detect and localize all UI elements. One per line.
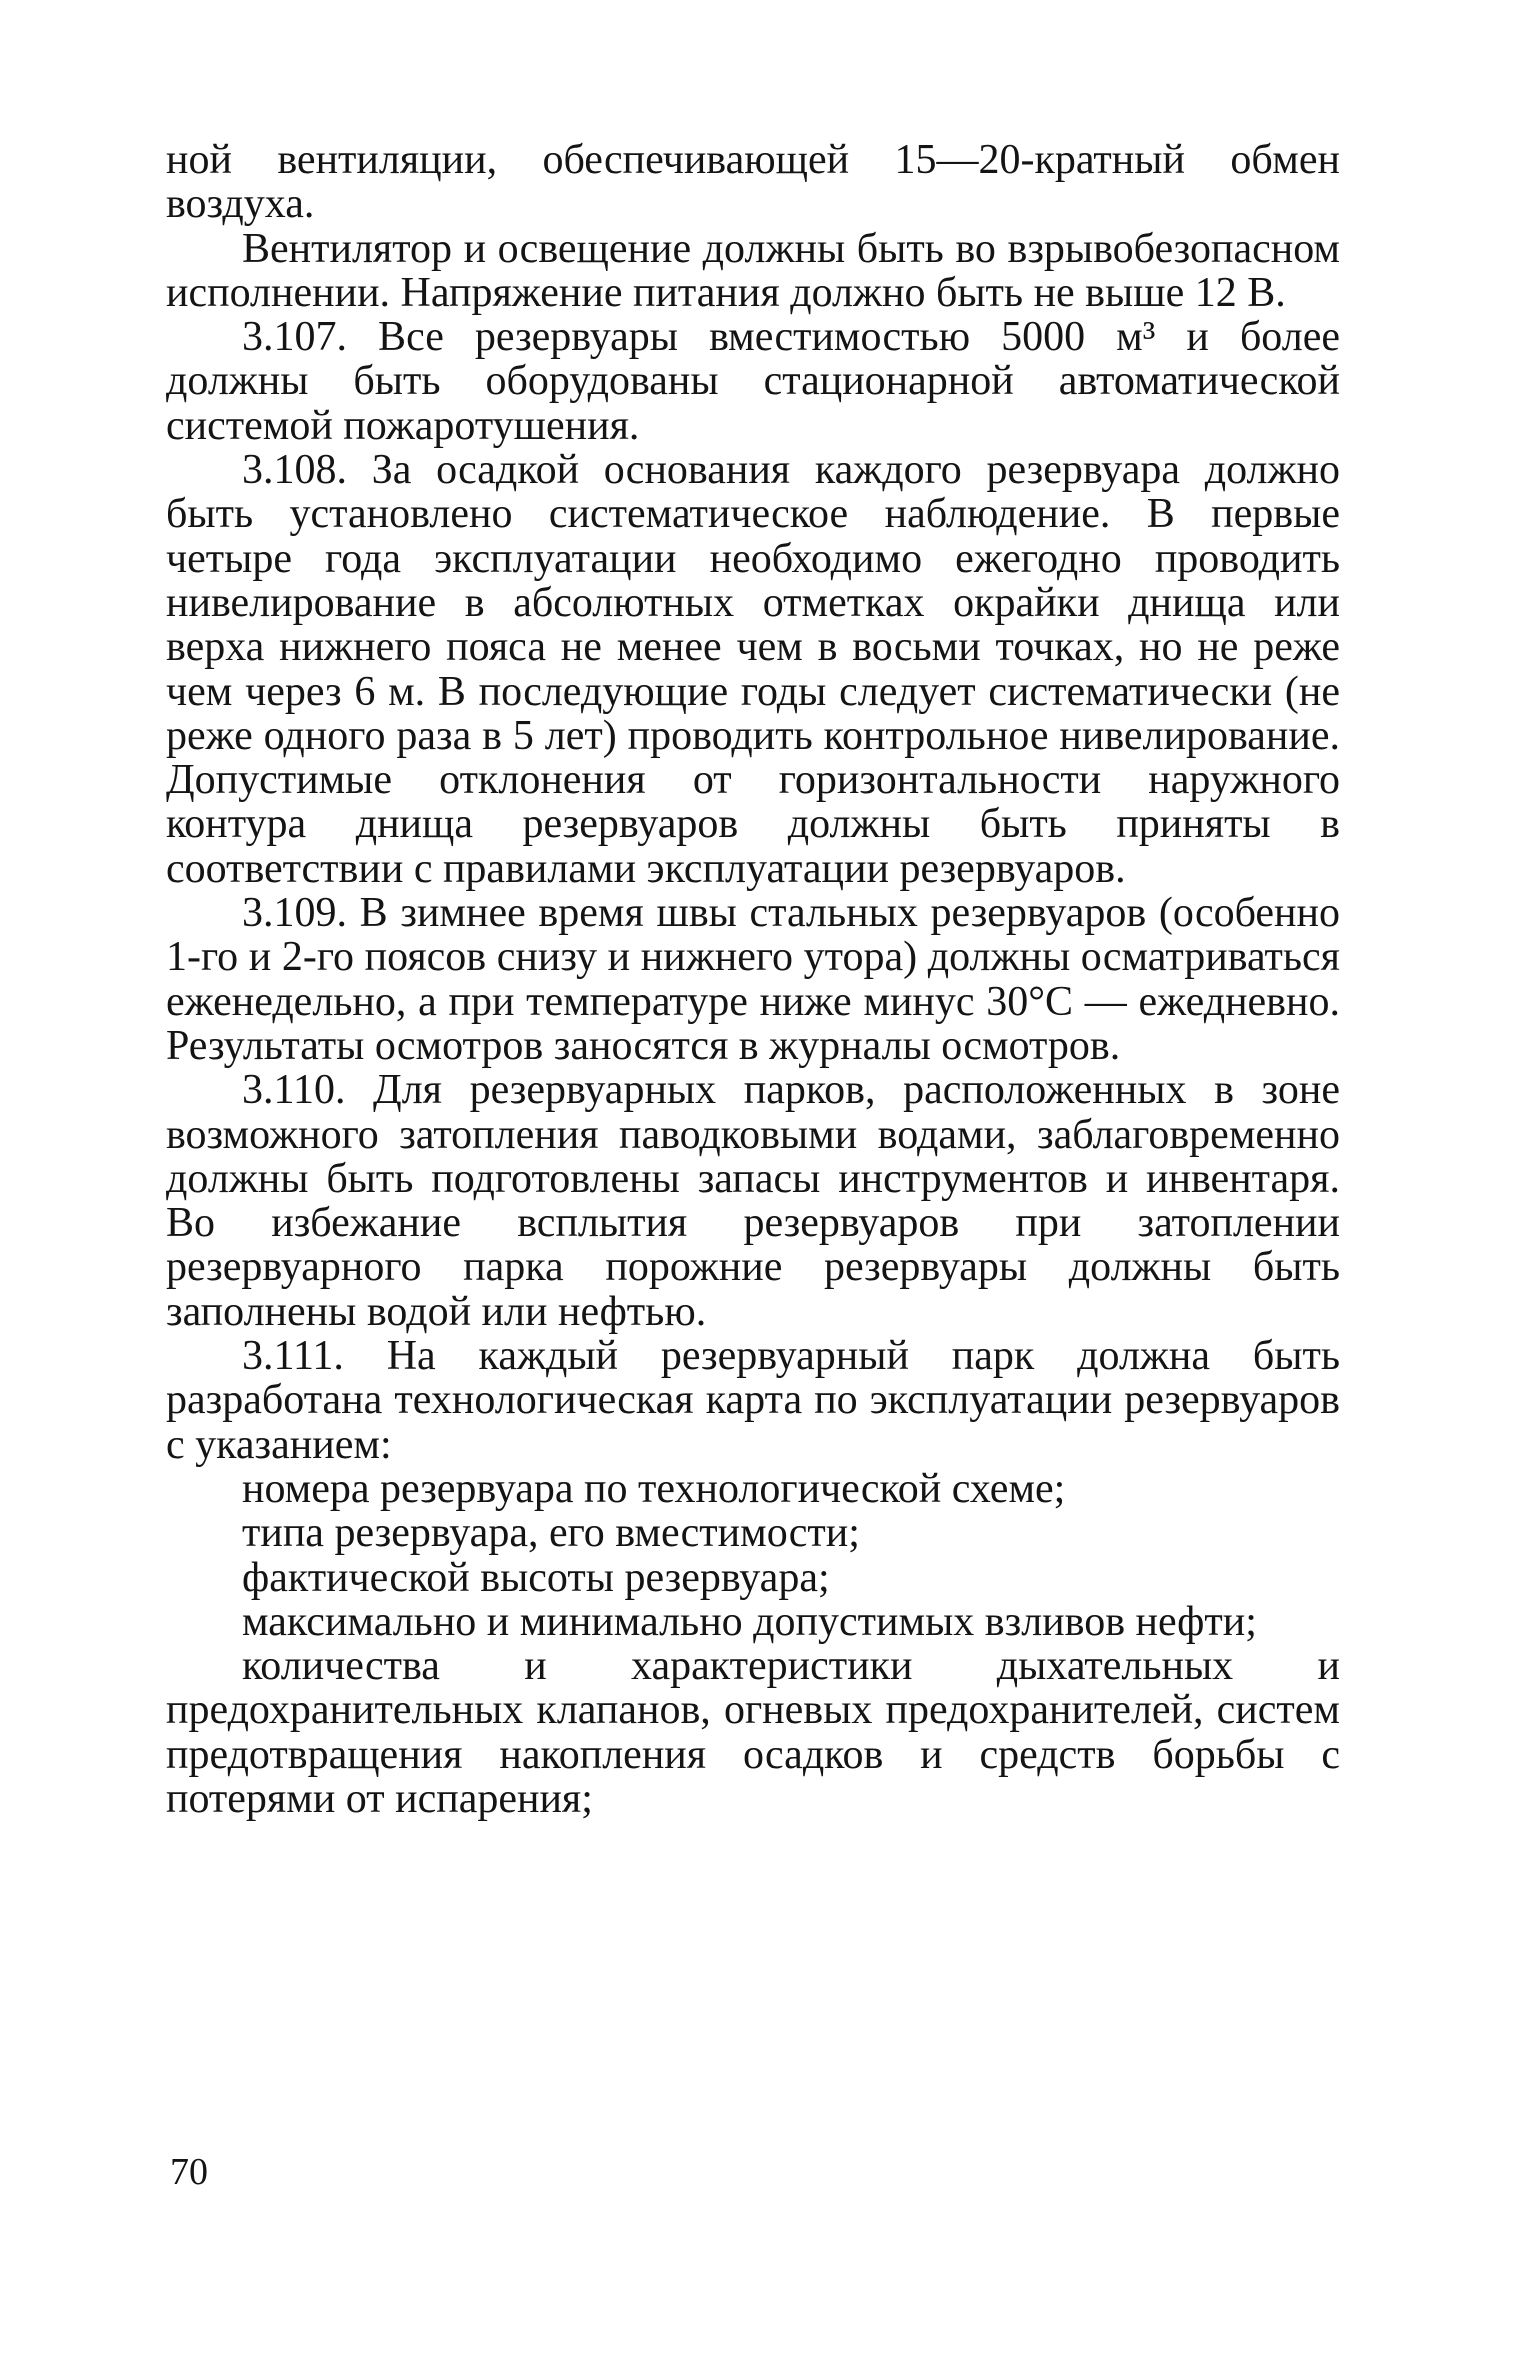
paragraph-3-109: 3.109. В зимнее время швы стальных резервуаров (особенно 1-го и 2-го поясов снизу и нижнего утора) должны осматриваться еженедельно, а при температуре ниже минус 30°С — ежедневно. Результаты осмотров заносятся в журналы осмотров. [166,890,1340,1069]
list-item-tank-type: типа резервуара, его вместимости; [242,1510,860,1557]
document-page [166,138,1340,1821]
list-item-tank-height: фактической высоты резервуара; [242,1554,830,1601]
paragraph-3-111: 3.111. На каждый резервуарный парк должна быть разработана технологическая карта по эксплуатации резервуаров с указанием: [166,1333,1340,1468]
list-item-tank-number: номера резервуара по технологической схеме; [242,1465,1066,1512]
list-item-valves: количества и характеристики дыхательных и предохранительных клапанов, огневых предохранителей, систем предотвращения накопления осадков и средств борьбы с потерями от испарения; [166,1643,1340,1822]
paragraph-3-108: 3.108. За осадкой основания каждого резервуара должно быть установлено систематическое наблюдение. В первые четыре года эксплуатации необходимо ежегодно проводить нивелирование в абсолютных отметках окрайки днища или верха нижнего пояса не менее чем в восьми точках, но не реже чем через 6 м. В последующие годы следует систематически (не реже одного раза в 5 лет) проводить контрольное нивелирование. Допустимые отклонения от горизонтальности наружного контура днища резервуаров должны быть приняты в соответствии с правилами эксплуатации резервуаров. [166,447,1340,892]
paragraph-fan-lighting: Вентилятор и освещение должны быть во взрывобезопасном исполнении. Напряжение питания должно быть не выше 12 В. [166,225,1340,316]
list-item-fill-levels: максимально и минимально допустимых взливов нефти; [242,1598,1257,1645]
paragraph-3-107: 3.107. Все резервуары вместимостью 5000 м³ и более должны быть оборудованы стационарной автоматической системой пожаротушения. [166,314,1340,449]
paragraph-3-110: 3.110. Для резервуарных парков, расположенных в зоне возможного затопления паводковыми водами, заблаговременно должны быть подготовлены запасы инструментов и инвентаря. Во избежание всплытия резервуаров при затоплении резервуарного парка порожние резервуары должны быть заполнены водой или нефтью. [166,1067,1340,1335]
paragraph-ventilation-continuation: ной вентиляции, обеспечивающей 15—20-кратный обмен воздуха. [166,137,1340,228]
page-number: 70 [170,2151,208,2193]
